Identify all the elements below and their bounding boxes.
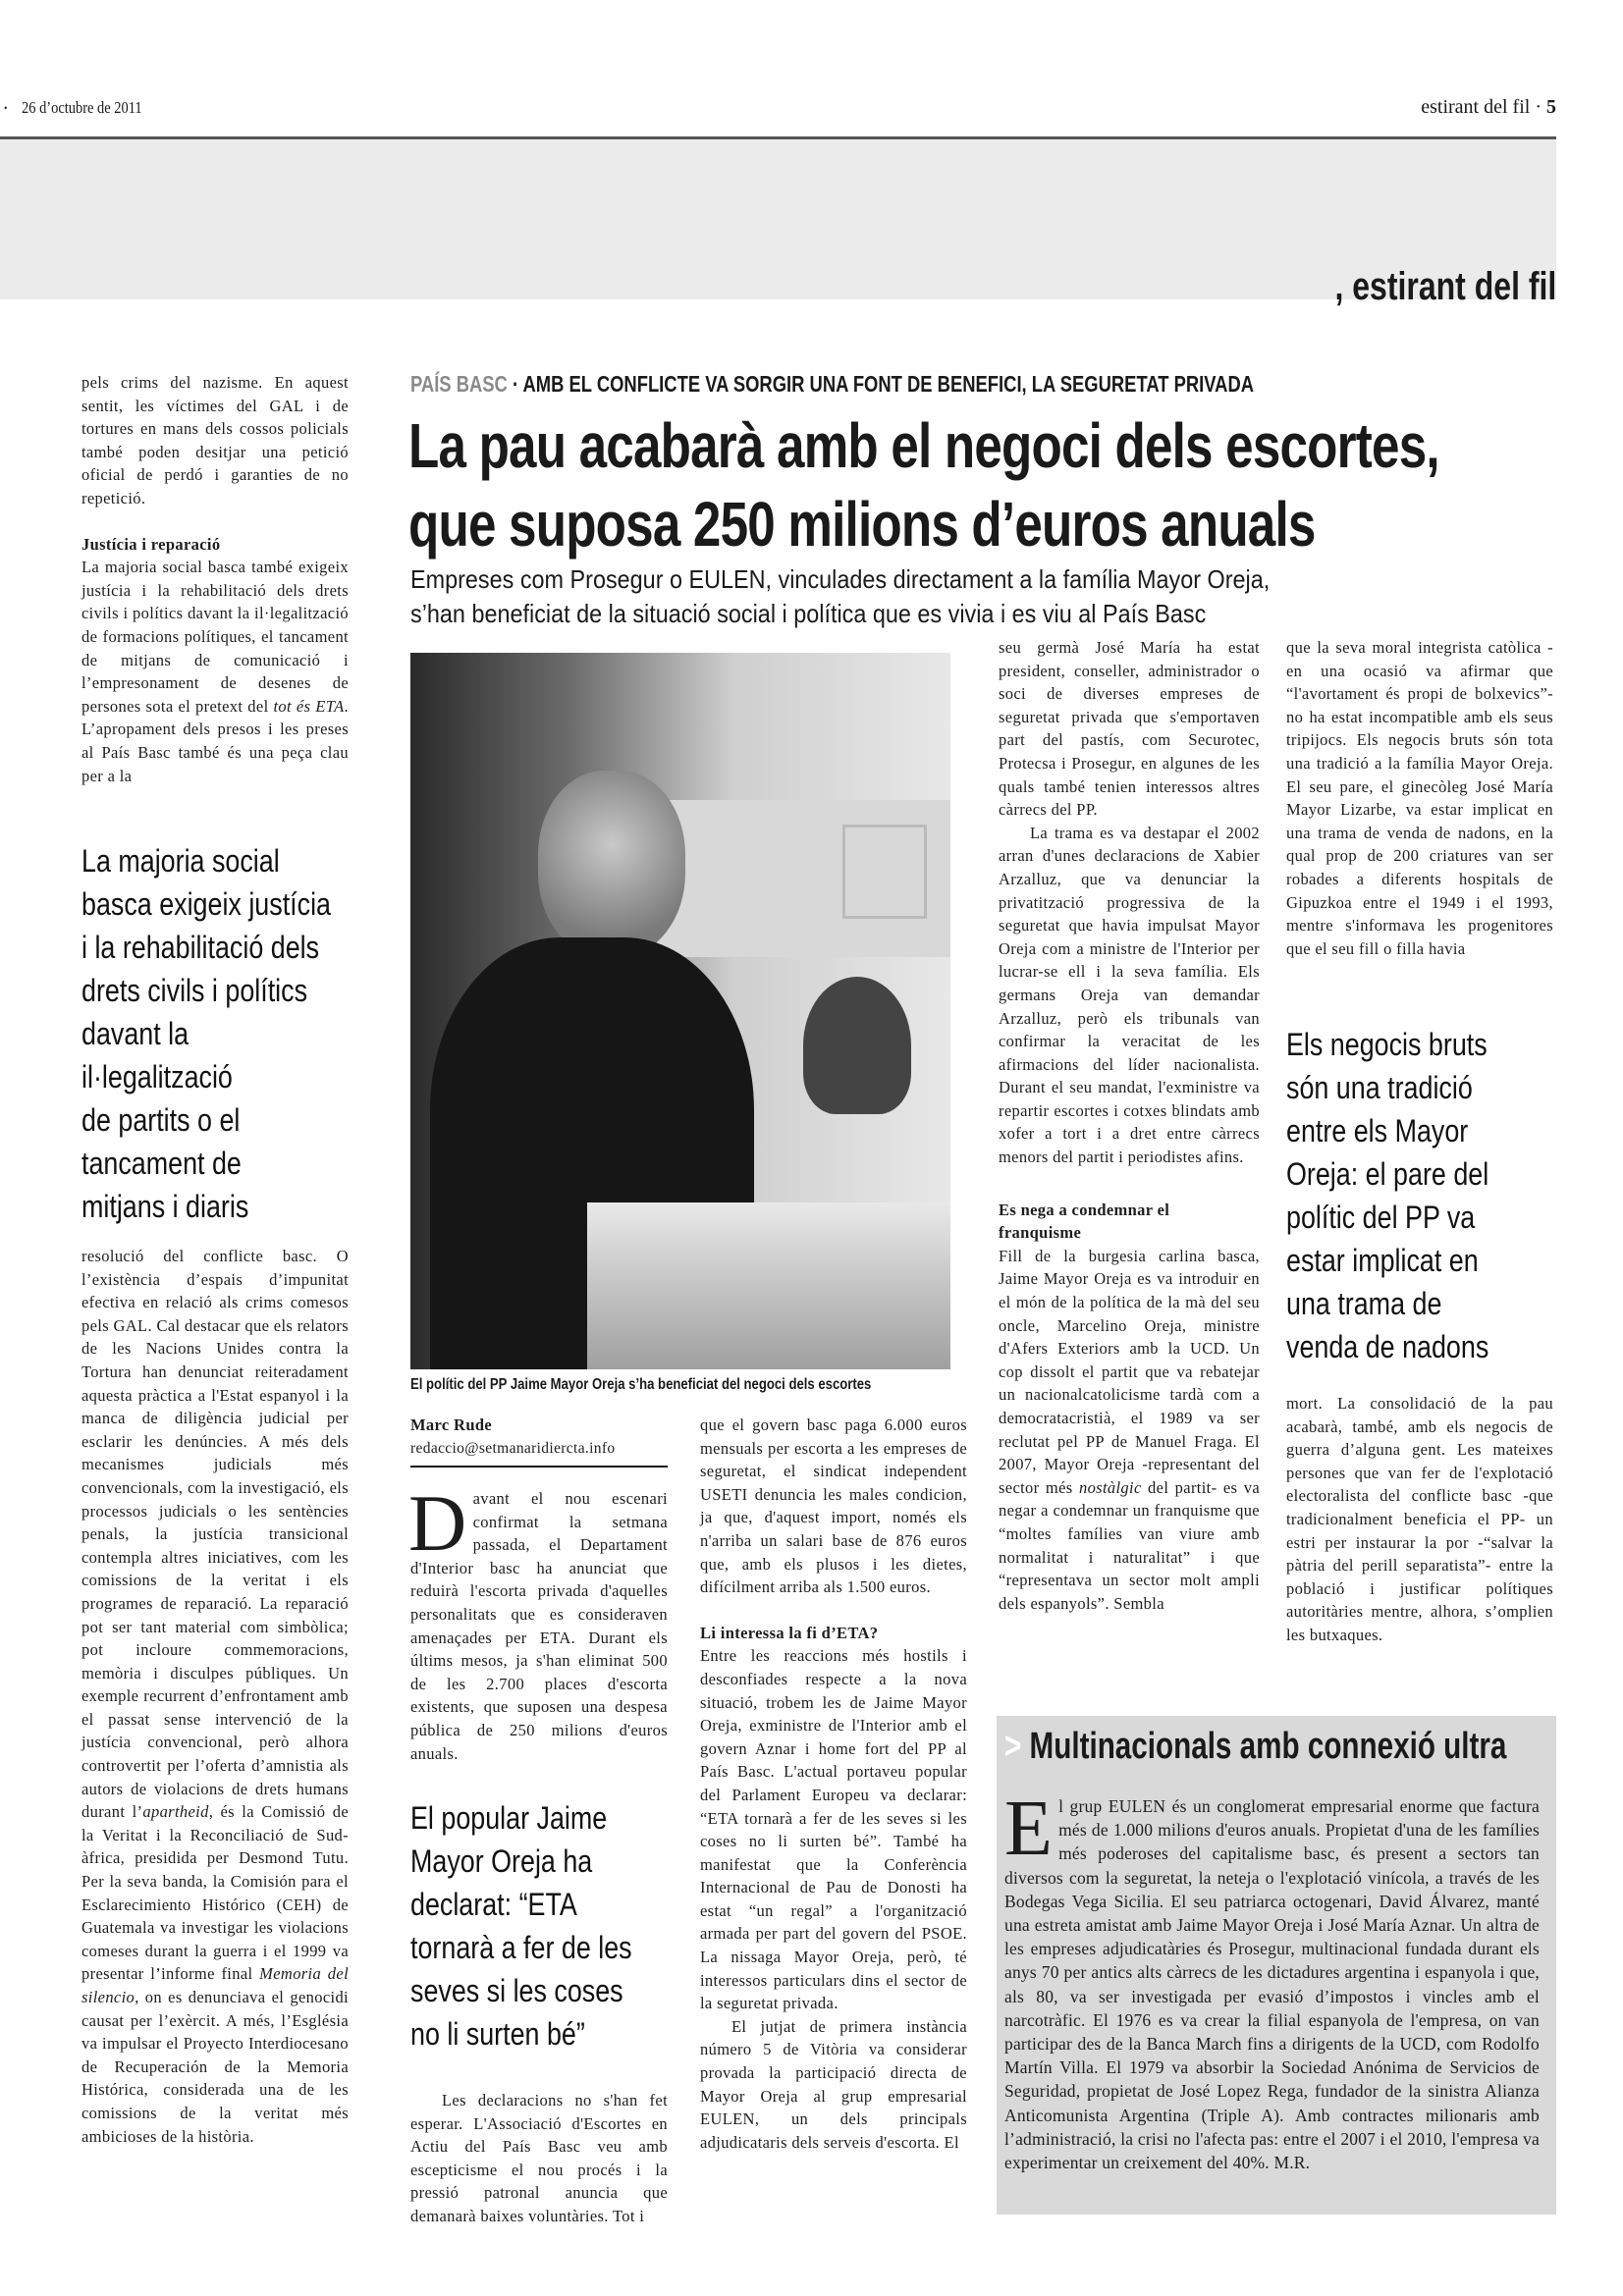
paragraph	[1286, 1392, 1553, 1647]
text-run: . L’apropament dels presos i les preses al País Basc també és una peça clau per a la	[81, 696, 349, 785]
pull-quote-5	[1286, 1023, 1581, 1368]
text-run: que la seva moral integrista catòlica -en una ocasió va afirmar que “l'avortament és propi de bolxevics”- no ha estat incompatible amb els seus tripijocs. Els negocis bruts són tota una tradició a la família Mayor Oreja. El seu pare, el ginecòleg José María Mayor Lizarbe, va estar implicat en una trama de venda de nadons, en la qual prop de 200 criatures van ser robades a diferents hospitals de Gipuzkoa entre el 1949 i el 1993, mentre s'informava les progenitores que el seu fill o filla havia	[1286, 638, 1553, 958]
pull-quote-line: drets civils i polítics	[81, 973, 308, 1008]
pull-quote-line: davant la	[81, 1016, 189, 1051]
text-run: La trama es va destapar el 2002 arran d'unes declaracions de Xabier Arzalluz, que va denunciar la privatització progressiva de la seguretat que havia impulsat Mayor Oreja com a ministre de l'Interior per lucrar-se ell i la seva família. Els germans Oreja van demandar Arzalluz, però els tribunals van confirmar la veracitat de les afirmacions del líder nacionalista. Durant el seu mandat, l'exministre va repartir escortes i cotxes blindats amb xofer a tort i a dret entre càrrecs menors del partit i periodistes afins.	[999, 823, 1260, 1167]
pull-quote-line: venda de nadons	[1286, 1329, 1489, 1364]
subhead-franquisme: Es nega a condemnar el franquisme	[999, 1200, 1170, 1243]
headline-line-2: que suposa 250 milions d’euros anuals	[408, 489, 1316, 560]
photo-logo-box	[842, 825, 927, 919]
page-number: 5	[1546, 96, 1556, 118]
lead-paragraph: avant el nou escenari confirmat la setmana passada, el Departament d'Interior basc ha anunciat que reduirà l'escorta privada d'aquelles personalitats que es consideraven amenaçades per ETA. Durant els últims mesos, ja s'han eliminat 500 de les 2.700 places d'escorta existents, que suposen una despesa pública de 250 milions d'euros anuals.	[410, 1489, 668, 1763]
text-run: Entre les reaccions més hostils i desconfiades respecte a la nova situació, trobem les de Jaime Mayor Oreja, exministre de l'Interior amb el govern Aznar i home fort del PP al País Basc. L'actual portaveu popular del Parlament Europeu va declarar: “ETA tornarà a fer de les seves si les coses no li surten bé”. També ha manifestat que la Conferència Internacional de Pau de Donosti ha estat “un regal” a l'organització armada per part del govern del PSOE. La nissaga Mayor Oreja, però, té interessos particulars dins el sector de la seguretat privada.	[700, 1646, 967, 2013]
kicker	[410, 371, 1465, 398]
left-column-bottom	[81, 1245, 349, 2148]
sidebar-body	[1004, 1786, 1540, 2174]
paragraph	[700, 2015, 967, 2155]
italic-text-run: Memoria del silencio	[81, 1964, 349, 2006]
article-photo	[410, 653, 950, 1369]
headline-line-1: La pau acabarà amb el negoci dels escortes,	[408, 410, 1439, 481]
pull-quote-line: Oreja: el pare del	[1286, 1156, 1489, 1192]
text-run: La majoria social basca també exigeix justícia i la rehabilitació dels drets civils i polítics davant la il·legalització de formacions polítiques, el tancament de mitjans de comunicació i l’empresonament de desenes de persones sota el pretext del	[81, 558, 349, 716]
column-3	[700, 1414, 967, 2154]
photo-man-head	[538, 771, 685, 957]
italic-text-run: apartheid	[142, 1802, 209, 1822]
text-run: , on es denunciava el genocidi causat per l’exèrcit. A més, l’Església va impulsar el Proyecto Interdiocesano de Recuperación de la Memoria Histórica, considerada una de les comissions de la veritat més ambicioses de la història.	[81, 1988, 349, 2146]
pull-quote-2	[410, 1796, 695, 2056]
deck-line-2: s’han beneficiat de la situació social i política que es vivia i es viu al País Basc	[410, 599, 1207, 628]
page-date	[4, 98, 163, 118]
separator-dot: ·	[1535, 96, 1542, 118]
pull-quote-line: il·legalització	[81, 1059, 233, 1095]
italic-text-run: tot és ETA	[273, 696, 345, 716]
pull-quote-line: La majoria social	[81, 843, 280, 879]
byline-rule	[410, 1466, 668, 1468]
page-section-label	[1421, 96, 1556, 119]
byline	[410, 1414, 668, 1468]
paragraph	[81, 1245, 349, 2148]
pull-quote-line: seves si les coses	[410, 1973, 623, 2008]
sidebar-paragraph: l grup EULEN és un conglomerat empresarial enorme que factura més de 1.000 milions d'euros anuals. Propietat d'una de les famílies més poderoses del capitalisme basc, és present a sectors tan diversos com la seguretat, la neteja o l'explotació vinícola, a través de les Bodegas Vega Sicilia. El seu patriarca octogenari, David Álvarez, manté una estreta amistat amb Jaime Mayor Oreja i José María Aznar. Un altra de les empreses adjudicatàries és Prosegur, multinacional fundada durant els anys 70 per antics alts càrrecs de les dictadures argentina i espanyola i que, als 80, va ser investigada per evasió d’impostos i vincles amb el narcotràfic. El 1976 es va crear la filial espanyola de l'empresa, on van participar des de la Banca March fins a dirigents de la UCD, com Rodolfo Martín Villa. El 1979 va absorbir la Sociedad Anónima de Servicios de Seguridad, propietat de José Lopez Rega, fundador de la sinistra Alianza Anticomunista Argentina (Triple A). Amb contractes milionaris amb l’administració, la crisi no l'afecta pas: entre el 2007 i el 2010, l'empresa va experimentar un creixement del 40%. M.R.	[1004, 1796, 1540, 2173]
text-run: del partit- es va negar a condemnar un franquisme que “moltes famílies van viure amb normalitat i naturalitat” i que “representava un sector molt ampli dels espanyols”. Sembla	[999, 1477, 1260, 1613]
section-banner	[0, 139, 1556, 308]
pull-quote-line: declarat: “ETA	[410, 1887, 577, 1922]
paragraph	[700, 1644, 967, 2015]
sidebar-box	[997, 1716, 1556, 2215]
pull-quote-line: polític del PP va	[1286, 1200, 1476, 1235]
photo-lectern	[587, 1202, 950, 1369]
paragraph	[700, 1414, 967, 1599]
photo-caption	[410, 1376, 972, 1394]
pull-quote-line: i la rehabilitació dels	[81, 930, 320, 965]
text-run: , és la Comissió de la Veritat i la Reconciliació de Sud-àfrica, presidida per Desmond Tutu. Per la seva banda, la Comisión para el Esclarecimiento Histórico (CEH) de Guatemala va investigar les violacions comeses durant la guerra i el 1999 va presentar l’informe final	[81, 1802, 349, 1984]
arrow-icon: >	[1004, 1726, 1022, 1767]
bullet-icon: •	[4, 103, 8, 115]
paragraph	[410, 2089, 668, 2228]
paragraph	[999, 1245, 1260, 1616]
text-run: El jutjat de primera instància número 5 de Vitòria va considerar provada la participació directa de Mayor Oreja al grup empresarial EULEN, un dels principals adjudicataris dels serveis d'escorta. El	[700, 2016, 967, 2152]
text-run: seu germà José María ha estat president, conseller, administrador o soci de diverses empreses de seguretat privada que s'emportaven part del pastís, com Securotec, Protecsa i Prosegur, en algunes de les quals també tenien interessos altres càrrecs del PP.	[999, 638, 1260, 820]
text-run: resolució del conflicte basc. O l’existència d’espais d’impunitat efectiva en relació als crims comesos pels GAL. Cal destacar que els relators de les Nacions Unides contra la Tortura han denunciat reiteradament aquesta pràctica a l'Estat espanyol i la manca de diligència judicial per esclarir les denúncies. A més dels mecanismes judicials més convencionals, com la investigació, els processos judicials o les sentències penals, la justícia transicional contempla altres iniciatives, com les comissions de la veritat i els programes de reparació. La reparació pot ser tant material com simbòlica; pot incloure commemoracions, memòria i disculpes públiques. Un exemple recurrent d’enfrontament amb el passat sense intervenció de la justícia convencional, però alhora controvertit per l’oferta d’amnistia als autors de violacions de drets humans durant l’	[81, 1247, 349, 1822]
pull-quote-line: entre els Mayor	[1286, 1113, 1469, 1148]
drop-cap: D	[408, 1478, 467, 1568]
caption-text: El polític del PP Jaime Mayor Oreja s’ha beneficiat del negoci dels escortes	[410, 1376, 872, 1393]
pull-quote-line: El popular Jaime	[410, 1800, 608, 1836]
paragraph	[81, 371, 349, 510]
section-name: estirant del fil	[1421, 96, 1531, 118]
pull-quote-line: estar implicat en	[1286, 1243, 1479, 1278]
pull-quote-line: de partits o el	[81, 1102, 241, 1138]
column-4	[999, 636, 1260, 1615]
subhead-eta: Li interessa la fi d’ETA?	[700, 1623, 879, 1642]
pull-quote-line: tancament de	[81, 1146, 242, 1181]
italic-text-run: nostàlgic	[1078, 1477, 1142, 1497]
sidebar-title-text: Multinacionals amb connexió ultra	[1029, 1726, 1507, 1767]
paragraph	[999, 822, 1260, 1169]
text-run: Fill de la burgesia carlina basca, Jaime Mayor Oreja es va introduir en el món de la política de la mà del seu oncle, Marcelino Oreja, ministre d'Afers Exteriors amb la UCD. Un cop dissolt el partit que va rebatejar un nacionalcatolicisme tardà com a democratacristià, el 1989 va ser reclutat pel PP de Manuel Fraga. El 2007, Mayor Oreja -representant del sector més	[999, 1246, 1260, 1497]
text-run: pels crims del nazisme. En aquest sentit, les víctimes del GAL i de tortures en mans dels cossos policials també poden desitjar una petició oficial de perdó i garanties de no repetició.	[81, 373, 349, 507]
pull-quote-line: són una tradició	[1286, 1070, 1473, 1105]
pull-quote-line: mitjans i diaris	[81, 1189, 249, 1224]
article-lead	[408, 1478, 668, 1765]
photo-woman-silhouette	[803, 977, 911, 1114]
column-2-end	[410, 2089, 668, 2228]
kicker-text: · AMB EL CONFLICTE VA SORGIR UNA FONT DE BENEFICI, LA SEGURETAT PRIVADA	[507, 371, 1255, 397]
text-run: que el govern basc paga 6.000 euros mensuals per escorta a les empreses de seguretat, el sindicat independent USETI denuncia les males condicion, ja que, d'aquest import, només els n'arriba un salari base de 876 euros que, amb els plusos i les dietes, difícilment arriba als 1.500 euros.	[700, 1415, 967, 1597]
column-5-top	[1286, 636, 1553, 960]
sidebar-title	[1004, 1726, 1623, 1768]
left-column-top	[81, 371, 349, 787]
byline-author: Marc Rude	[410, 1415, 493, 1434]
pull-quote-line: Mayor Oreja ha	[410, 1843, 593, 1879]
section-banner-title: , estirant del fil	[1334, 265, 1556, 308]
pull-quote-line: una trama de	[1286, 1286, 1442, 1321]
headline	[408, 406, 1623, 563]
kicker-region: PAÍS BASC	[410, 371, 508, 397]
column-5-bottom	[1286, 1392, 1553, 1647]
date-text: 26 d’octubre de 2011	[21, 98, 142, 117]
pull-quote-line: basca exigeix justícia	[81, 886, 331, 922]
text-run: Les declaracions no s'han fet esperar. L'Associació d'Escortes en Actiu del País Basc veu amb escepticisme el nou procés i la pressió patronal anuncia que demanarà baixes voluntàries. Tot i	[410, 2091, 668, 2225]
text-run: mort. La consolidació de la pau acabarà, també, amb els negocis de guerra d’alguna gent. Les mateixes persones que van fer de l'explotació electoralista del conflicte basc -que tradicionalment beneficia el PP- un estri per instaurar la por -“salvar la pàtria del perill separatista”- entre la població i justificar polítiques autoritàries mentre, alhora, s’omplien les butxaques.	[1286, 1394, 1553, 1644]
subhead-justicia: Justícia i reparació	[81, 534, 221, 554]
pull-quote-line: tornarà a fer de les	[410, 1930, 632, 1965]
deck	[410, 562, 1366, 631]
deck-line-1: Empreses com Prosegur o EULEN, vinculades directament a la família Mayor Oreja,	[410, 564, 1271, 594]
sidebar-drop-cap: E	[1004, 1786, 1054, 1872]
paragraph	[81, 556, 349, 787]
pull-quote-line: Els negocis bruts	[1286, 1027, 1488, 1062]
pull-quote-line: no li surten bé”	[410, 2016, 585, 2052]
byline-email[interactable]: redaccio@setmanaridiercta.info	[410, 1439, 616, 1457]
paragraph	[999, 636, 1260, 822]
left-pull-quote	[81, 839, 376, 1228]
paragraph	[1286, 636, 1553, 960]
